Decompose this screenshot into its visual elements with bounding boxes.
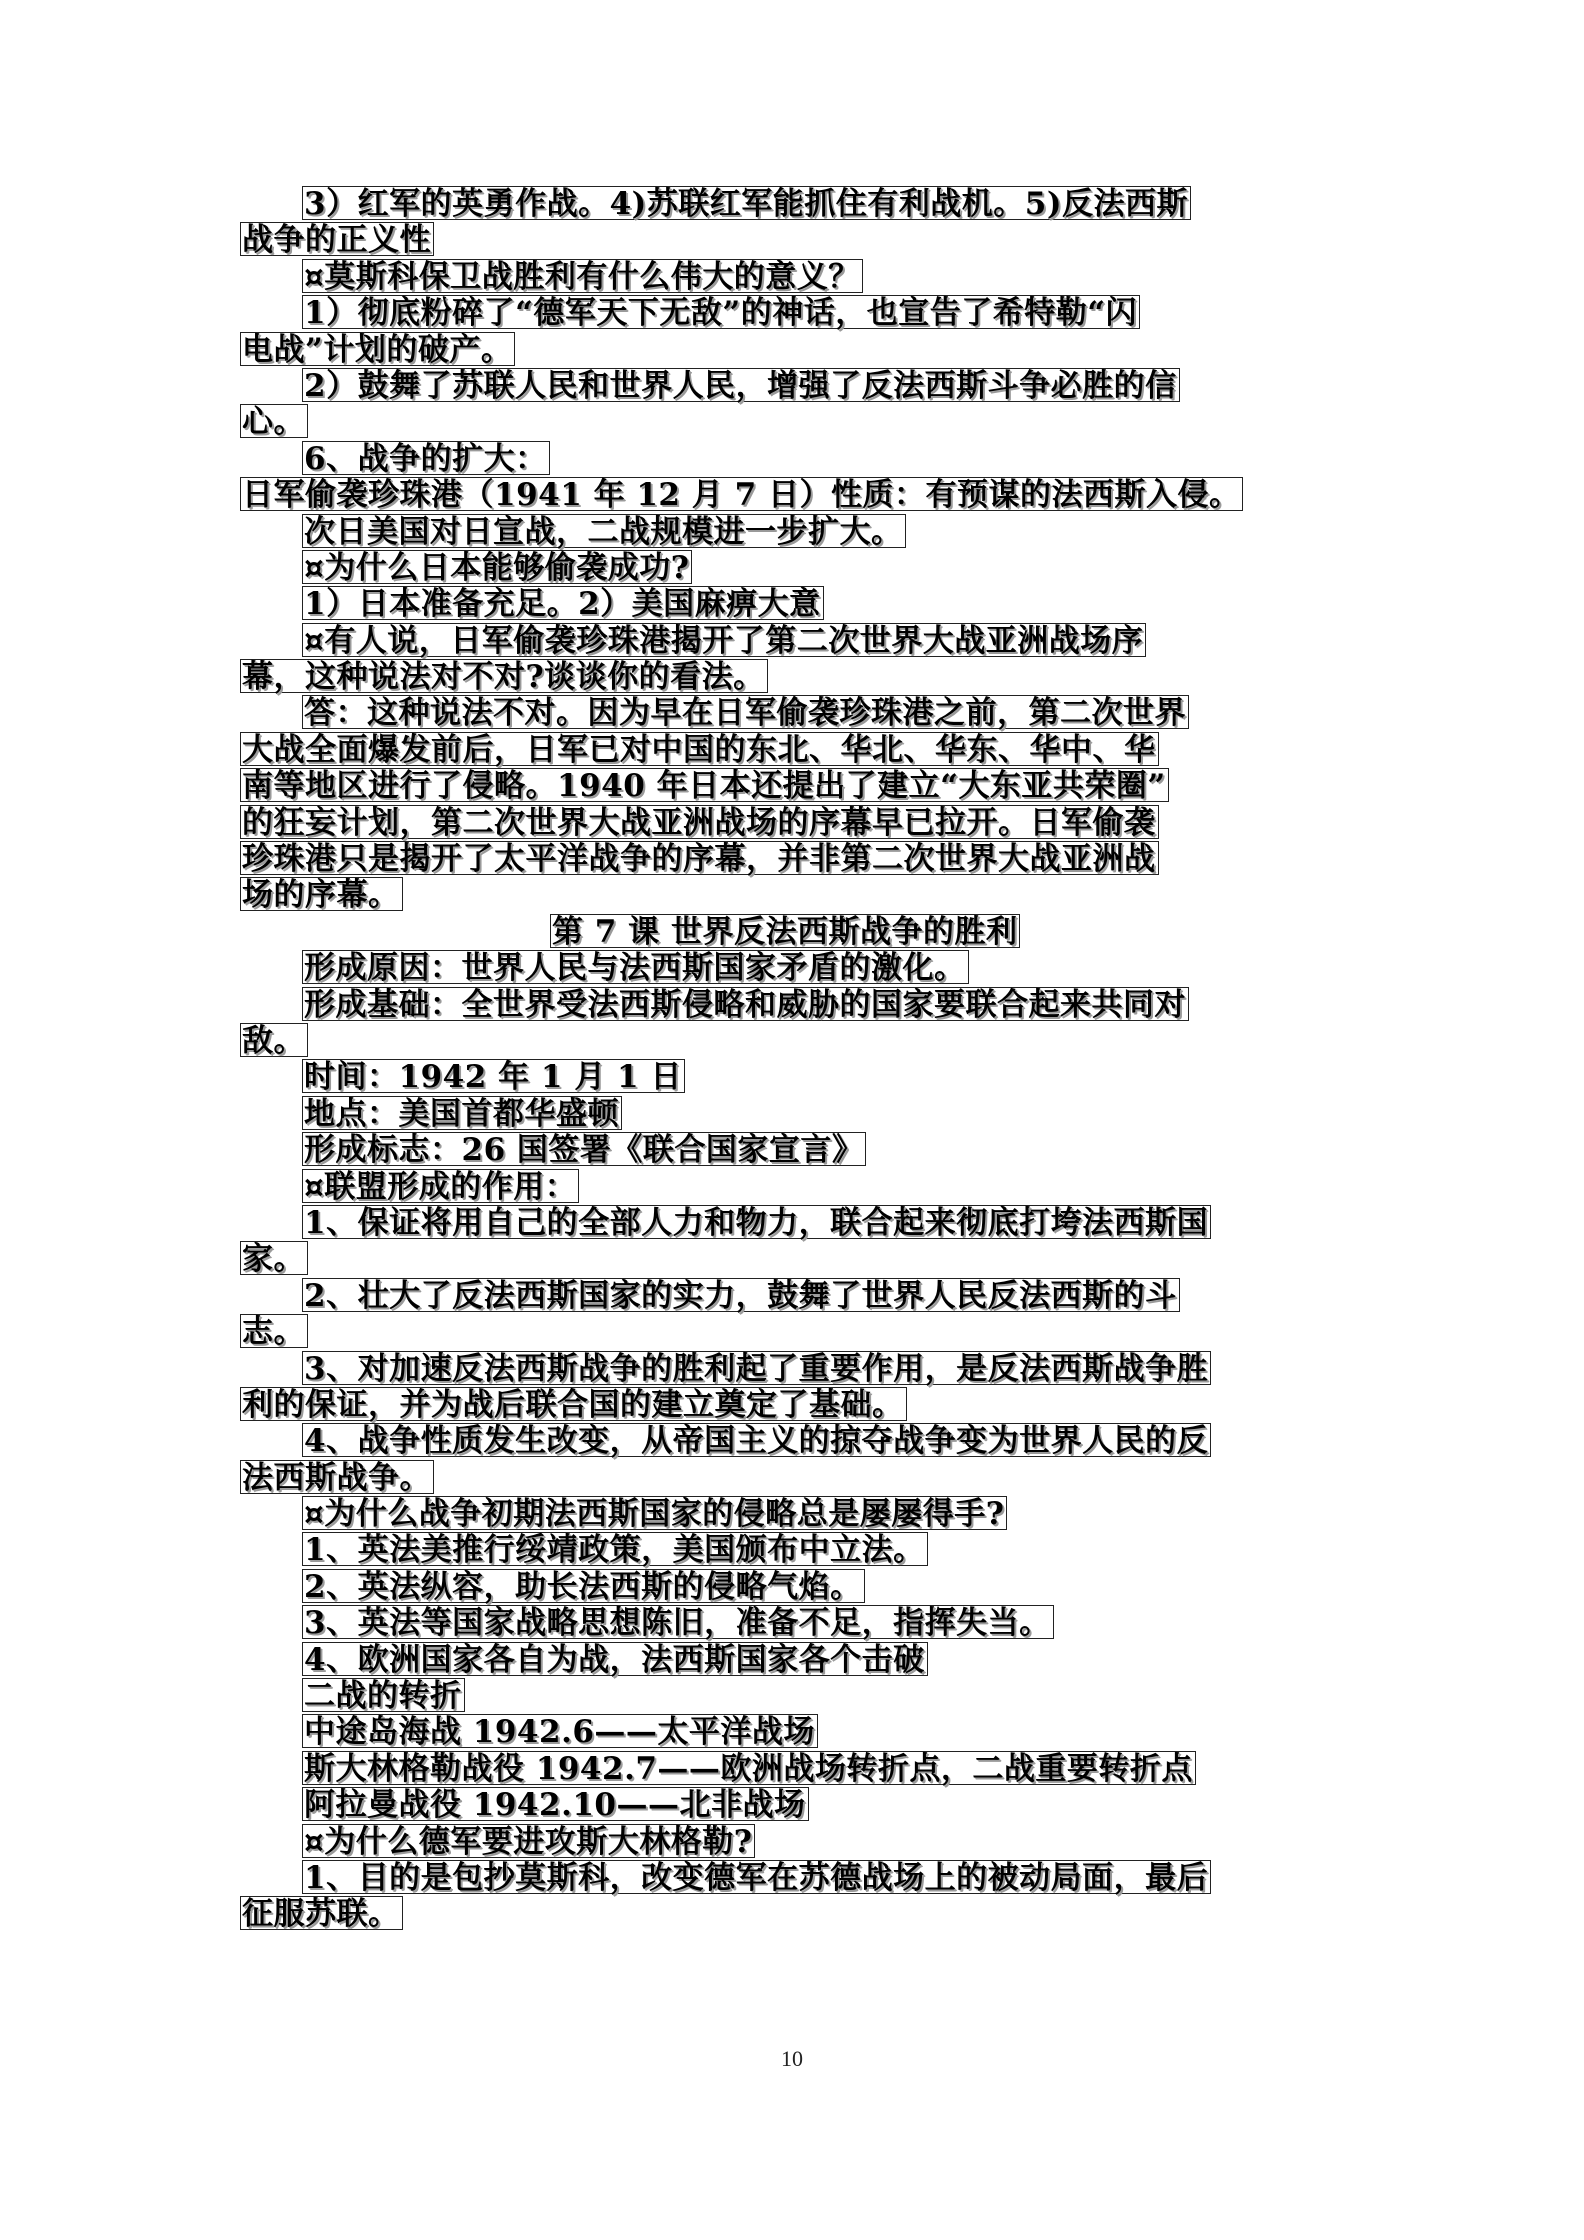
question-line [240,1496,1350,1532]
page-number: 10 [781,2046,803,2071]
text-line [240,1714,1350,1750]
question-line [240,550,1350,586]
text-line [240,222,1350,258]
text-line [240,1605,1350,1641]
text-line-content: 6、战争的扩大： [302,441,550,475]
text-line [240,1532,1350,1568]
text-line-content: 斯大林格勒战役 1942.7——欧洲战场转折点，二战重要转折点 [302,1751,1196,1785]
text-line-content: 幕，这种说法对不对?谈谈你的看法。 [240,659,768,693]
text-line-content: 志。 [240,1314,308,1348]
text-line [240,1096,1350,1132]
text-line [240,1059,1350,1095]
question-line [240,259,1350,295]
text-line-content: ¤有人说，日军偷袭珍珠港揭开了第二次世界大战亚洲战场序 [302,623,1146,657]
text-line-content: 战争的正义性 [240,222,434,256]
text-line-content: 的狂妄计划，第二次世界大战亚洲战场的序幕早已拉开。日军偷袭 [240,805,1159,839]
question-line [240,1169,1350,1205]
text-line-content: 利的保证，并为战后联合国的建立奠定了基础。 [240,1387,907,1421]
text-line-content: 4、战争性质发生改变，从帝国主义的掠夺战争变为世界人民的反 [302,1423,1211,1457]
text-line-content: 1、目的是包抄莫斯科，改变德军在苏德战场上的被动局面，最后 [302,1860,1211,1894]
text-line-content: 中途岛海战 1942.6——太平洋战场 [302,1714,818,1748]
text-line [240,586,1350,622]
text-line-content: 形成标志：26 国签署《联合国家宣言》 [302,1132,866,1166]
text-line [240,841,1350,877]
text-line [240,1860,1350,1896]
text-line [240,368,1350,404]
text-line [240,987,1350,1023]
text-line-content: ¤为什么日本能够偷袭成功? [302,550,692,584]
text-line-content: 3、英法等国家战略思想陈旧，准备不足，指挥失当。 [302,1605,1054,1639]
text-line-content: 答：这种说法不对。因为早在日军偷袭珍珠港之前，第二次世界 [302,695,1189,729]
text-line [240,732,1350,768]
text-line-content: 二战的转折 [302,1678,465,1712]
document-body [240,186,1350,1933]
text-line-content: ¤莫斯科保卫战胜利有什么伟大的意义？ [302,259,863,293]
text-line [240,1205,1350,1241]
text-line-content: 电战”计划的破产。 [240,332,515,366]
text-line-content: 1）日本准备充足。2）美国麻痹大意 [302,586,824,620]
text-line [240,186,1350,222]
text-line [240,332,1350,368]
text-line-content: 2）鼓舞了苏联人民和世界人民，增强了反法西斯斗争必胜的信 [302,368,1180,402]
text-line-content: 征服苏联。 [240,1896,403,1930]
text-line [240,768,1350,804]
text-line-content: 法西斯战争。 [240,1460,434,1494]
text-line-content: 形成原因：世界人民与法西斯国家矛盾的激化。 [302,950,969,984]
text-line [240,1023,1350,1059]
text-line-content: 3）红军的英勇作战。4)苏联红军能抓住有利战机。5)反法西斯 [302,186,1191,220]
text-line [240,1751,1350,1787]
text-line [240,877,1350,913]
text-line-content: 1、保证将用自己的全部人力和物力，联合起来彻底打垮法西斯国 [302,1205,1211,1239]
question-line [240,1824,1350,1860]
text-line [240,1241,1350,1277]
text-line-content: 3、对加速反法西斯战争的胜利起了重要作用，是反法西斯战争胜 [302,1351,1211,1385]
text-line-content: 2、英法纵容，助长法西斯的侵略气焰。 [302,1569,865,1603]
text-line-content: 敌。 [240,1023,308,1057]
section-heading [240,1678,1350,1714]
text-line-content: 2、壮大了反法西斯国家的实力，鼓舞了世界人民反法西斯的斗 [302,1278,1180,1312]
text-line-content: 阿拉曼战役 1942.10——北非战场 [302,1787,809,1821]
text-line-content: 第 7 课 世界反法西斯战争的胜利 [550,914,1020,948]
question-line [240,623,1350,659]
text-line [240,950,1350,986]
text-line-content: 1）彻底粉碎了“德军天下无敌”的神话，也宣告了希特勒“闪 [302,295,1140,329]
text-line [240,1351,1350,1387]
text-line [240,1132,1350,1168]
text-line-content: 南等地区进行了侵略。1940 年日本还提出了建立“大东亚共荣圈” [240,768,1169,802]
text-line-content: 珍珠港只是揭开了太平洋战争的序幕，并非第二次世界大战亚洲战 [240,841,1159,875]
text-line-content: ¤联盟形成的作用： [302,1169,579,1203]
section-heading [240,441,1350,477]
text-line-content: 形成基础：全世界受法西斯侵略和威胁的国家要联合起来共同对 [302,987,1189,1021]
lesson-title [240,914,1350,950]
text-line-content: 心。 [240,404,308,438]
text-line-content: 1、英法美推行绥靖政策，美国颁布中立法。 [302,1532,928,1566]
text-line-content: ¤为什么战争初期法西斯国家的侵略总是屡屡得手? [302,1496,1007,1530]
text-line-content: 时间：1942 年 1 月 1 日 [302,1059,685,1093]
text-line [240,1460,1350,1496]
text-line [240,1642,1350,1678]
text-line-content: 场的序幕。 [240,877,403,911]
text-line-content: 次日美国对日宣战，二战规模进一步扩大。 [302,514,906,548]
text-line [240,1278,1350,1314]
text-line [240,1387,1350,1423]
text-line-content: ¤为什么德军要进攻斯大林格勒? [302,1824,755,1858]
text-line-content: 地点：美国首都华盛顿 [302,1096,622,1130]
text-line [240,1423,1350,1459]
text-line [240,1314,1350,1350]
text-line [240,1787,1350,1823]
text-line [240,404,1350,440]
text-line-content: 大战全面爆发前后，日军已对中国的东北、华北、华东、华中、华 [240,732,1159,766]
text-line [240,659,1350,695]
text-line [240,1569,1350,1605]
text-line-content: 日军偷袭珍珠港（1941 年 12 月 7 日）性质：有预谋的法西斯入侵。 [240,477,1243,511]
text-line [240,805,1350,841]
text-line-content: 4、欧洲国家各自为战，法西斯国家各个击破 [302,1642,928,1676]
text-line [240,514,1350,550]
text-line [240,477,1350,513]
text-line [240,295,1350,331]
text-line [240,1896,1350,1932]
text-line-content: 家。 [240,1241,308,1275]
answer-line [240,695,1350,731]
